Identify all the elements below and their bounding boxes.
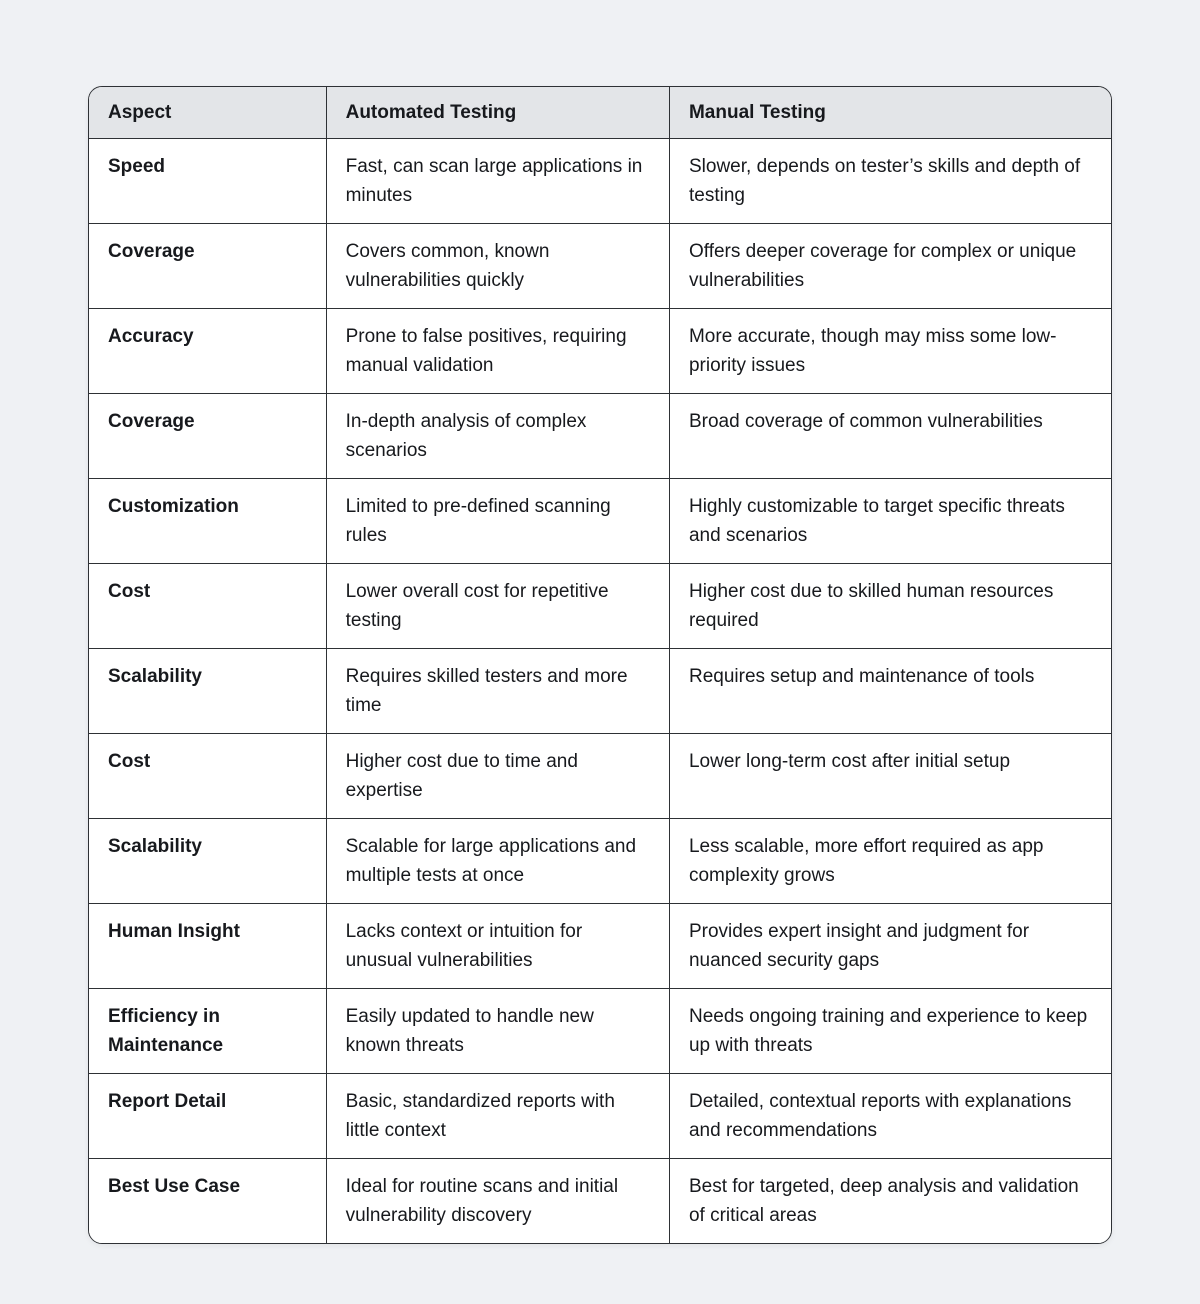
table-row — [89, 904, 1111, 989]
manual-testing-cell: Slower, depends on tester’s skills and depth of testing — [669, 139, 1111, 224]
table-row — [89, 1074, 1111, 1159]
aspect-cell: Scalability — [89, 649, 326, 734]
automated-testing-cell: Easily updated to handle new known threats — [326, 989, 669, 1074]
aspect-cell: Human Insight — [89, 904, 326, 989]
aspect-cell: Coverage — [89, 394, 326, 479]
automated-testing-cell: Covers common, known vulnerabilities quickly — [326, 224, 669, 309]
table-row — [89, 734, 1111, 819]
manual-testing-cell: More accurate, though may miss some low-priority issues — [669, 309, 1111, 394]
table-row — [89, 224, 1111, 309]
manual-testing-cell: Detailed, contextual reports with explanations and recommendations — [669, 1074, 1111, 1159]
column-header-automated-testing: Automated Testing — [326, 87, 669, 139]
table-row — [89, 139, 1111, 224]
automated-testing-cell: Lacks context or intuition for unusual vulnerabilities — [326, 904, 669, 989]
aspect-cell: Speed — [89, 139, 326, 224]
table-row — [89, 479, 1111, 564]
manual-testing-cell: Higher cost due to skilled human resources required — [669, 564, 1111, 649]
automated-testing-cell: Fast, can scan large applications in minutes — [326, 139, 669, 224]
manual-testing-cell: Needs ongoing training and experience to keep up with threats — [669, 989, 1111, 1074]
manual-testing-cell: Requires setup and maintenance of tools — [669, 649, 1111, 734]
aspect-cell: Cost — [89, 564, 326, 649]
column-header-manual-testing: Manual Testing — [669, 87, 1111, 139]
manual-testing-cell: Best for targeted, deep analysis and validation of critical areas — [669, 1159, 1111, 1244]
table-row — [89, 394, 1111, 479]
column-header-aspect: Aspect — [89, 87, 326, 139]
manual-testing-cell: Offers deeper coverage for complex or unique vulnerabilities — [669, 224, 1111, 309]
automated-testing-cell: In-depth analysis of complex scenarios — [326, 394, 669, 479]
automated-testing-cell: Higher cost due to time and expertise — [326, 734, 669, 819]
comparison-table-card — [88, 86, 1112, 1244]
aspect-cell: Scalability — [89, 819, 326, 904]
table-row — [89, 649, 1111, 734]
automated-testing-cell: Basic, standardized reports with little context — [326, 1074, 669, 1159]
manual-testing-cell: Broad coverage of common vulnerabilities — [669, 394, 1111, 479]
aspect-cell: Best Use Case — [89, 1159, 326, 1244]
table-row — [89, 819, 1111, 904]
automated-testing-cell: Requires skilled testers and more time — [326, 649, 669, 734]
aspect-cell: Cost — [89, 734, 326, 819]
manual-testing-cell: Less scalable, more effort required as app complexity grows — [669, 819, 1111, 904]
automated-testing-cell: Limited to pre-defined scanning rules — [326, 479, 669, 564]
manual-testing-cell: Highly customizable to target specific threats and scenarios — [669, 479, 1111, 564]
comparison-table — [89, 87, 1111, 1243]
table-header-row — [89, 87, 1111, 139]
table-body — [89, 139, 1111, 1244]
aspect-cell: Accuracy — [89, 309, 326, 394]
automated-testing-cell: Ideal for routine scans and initial vulnerability discovery — [326, 1159, 669, 1244]
table-row — [89, 989, 1111, 1074]
aspect-cell: Efficiency in Maintenance — [89, 989, 326, 1074]
table-row — [89, 564, 1111, 649]
aspect-cell: Coverage — [89, 224, 326, 309]
automated-testing-cell: Scalable for large applications and multiple tests at once — [326, 819, 669, 904]
table-row — [89, 309, 1111, 394]
automated-testing-cell: Prone to false positives, requiring manual validation — [326, 309, 669, 394]
automated-testing-cell: Lower overall cost for repetitive testing — [326, 564, 669, 649]
table-row — [89, 1159, 1111, 1244]
manual-testing-cell: Lower long-term cost after initial setup — [669, 734, 1111, 819]
manual-testing-cell: Provides expert insight and judgment for nuanced security gaps — [669, 904, 1111, 989]
aspect-cell: Report Detail — [89, 1074, 326, 1159]
aspect-cell: Customization — [89, 479, 326, 564]
